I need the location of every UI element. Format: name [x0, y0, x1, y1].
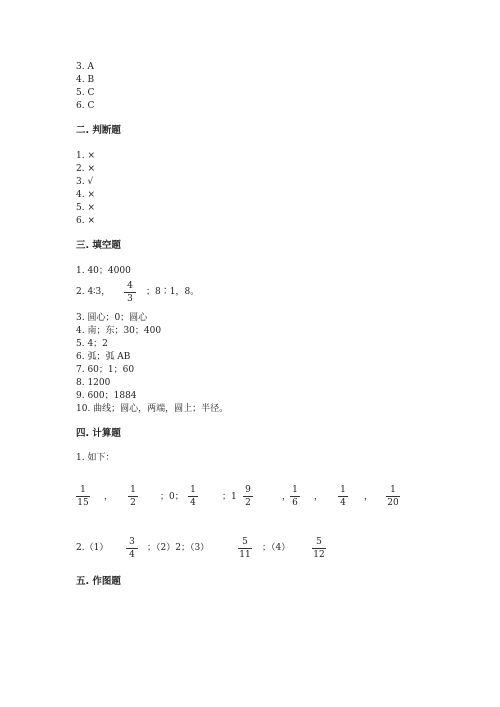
calc-answer-2-middle: ；（2）2；（3）	[147, 543, 210, 553]
judge-answer-5: 5. ×	[76, 203, 95, 213]
choice-answer-4: 4. B	[76, 75, 95, 85]
fraction-numerator: 1	[190, 485, 196, 495]
judge-answer-2: 2. ×	[76, 164, 95, 174]
section-title-judge: 二. 判断题	[76, 125, 121, 136]
fraction-bar	[243, 496, 253, 497]
fraction-bar	[128, 496, 138, 497]
choice-answer-6: 6. C	[76, 101, 95, 111]
calc-answer-2-prefix: 2.（1）	[76, 543, 109, 553]
fraction-bar	[312, 548, 326, 549]
fraction-numerator: 5	[242, 537, 248, 547]
choice-answer-3: 3. A	[76, 62, 94, 72]
calc-answer-2-fraction-1	[126, 537, 138, 561]
fraction-bar	[188, 496, 198, 497]
calc-row-separator: ；1	[222, 492, 237, 502]
fill-answer-7: 7. 60；1；60	[76, 365, 135, 375]
fill-answer-9: 9. 600；1884	[76, 391, 137, 401]
fraction-denominator: 4	[340, 498, 346, 508]
fraction-numerator: 1	[80, 485, 86, 495]
fraction-numerator: 1	[340, 485, 346, 495]
fraction-numerator: 1	[292, 485, 298, 495]
calc-row-separator: ，	[282, 492, 292, 502]
calc-row-separator: ；0；	[160, 492, 184, 502]
fraction-numerator: 1	[130, 485, 136, 495]
judge-answer-3: 3. √	[76, 177, 94, 187]
calc-answer-2-fraction-2	[238, 537, 252, 561]
fraction-denominator: 6	[292, 498, 298, 508]
calc-row-separator: ，	[104, 492, 114, 502]
fraction-denominator: 11	[239, 550, 251, 560]
fill-answer-3: 3. 圆心；0；圆心	[76, 313, 148, 323]
fraction-denominator: 20	[387, 498, 399, 508]
calc-row-fraction	[243, 485, 253, 509]
choice-answer-5: 5. C	[76, 88, 95, 98]
calc-answer-2-fraction-3	[312, 537, 326, 561]
fraction-bar	[338, 496, 348, 497]
fraction-numerator: 5	[316, 537, 322, 547]
fraction-numerator: 4	[127, 281, 133, 291]
fraction-denominator: 4	[190, 498, 196, 508]
fraction-denominator: 12	[313, 550, 325, 560]
fill-answer-2-prefix: 2. 4∶3，	[76, 287, 111, 297]
section-title-fill: 三. 填空题	[76, 240, 121, 251]
fill-answer-10: 10. 曲线；圆心，两端，圆上；半径。	[76, 404, 229, 414]
fraction-bar	[126, 548, 138, 549]
fraction-bar	[124, 292, 136, 293]
calc-row-separator: ，	[364, 492, 374, 502]
judge-answer-6: 6. ×	[76, 216, 95, 226]
calc-row-fraction	[128, 485, 138, 509]
fraction-bar	[386, 496, 400, 497]
fill-answer-4: 4. 南；东；30；400	[76, 326, 162, 336]
calc-row-separator: ，	[314, 492, 324, 502]
fraction-bar	[76, 496, 90, 497]
judge-answer-1: 1. ×	[76, 151, 95, 161]
fraction-numerator: 1	[390, 485, 396, 495]
calc-answer-1-label: 1. 如下：	[76, 453, 115, 463]
section-title-draw: 五. 作图题	[76, 576, 121, 587]
fraction-denominator: 3	[127, 294, 133, 304]
fill-answer-2-fraction	[124, 281, 136, 305]
fraction-numerator: 3	[129, 537, 135, 547]
fraction-denominator: 2	[130, 498, 136, 508]
fill-answer-2-suffix: ；8∶1，8。	[146, 287, 200, 297]
calc-answer-2-suffix: ；（4）	[262, 543, 291, 553]
fill-answer-5: 5. 4；2	[76, 339, 108, 349]
calc-row-fraction	[338, 485, 348, 509]
fraction-denominator: 15	[77, 498, 89, 508]
fraction-denominator: 4	[129, 550, 135, 560]
calc-row-fraction	[76, 485, 90, 509]
judge-answer-4: 4. ×	[76, 190, 95, 200]
calc-row-fraction	[188, 485, 198, 509]
fill-answer-6: 6. 弧；弧 AB	[76, 352, 131, 362]
fraction-numerator: 9	[245, 485, 251, 495]
section-title-calc: 四. 计算题	[76, 428, 121, 439]
fraction-bar	[238, 548, 252, 549]
fill-answer-1: 1. 40；4000	[76, 266, 131, 276]
calc-row-fraction	[386, 485, 400, 509]
calc-row-fraction	[290, 485, 300, 509]
fraction-bar	[290, 496, 300, 497]
fraction-denominator: 2	[245, 498, 251, 508]
fill-answer-8: 8. 1200	[76, 378, 111, 388]
